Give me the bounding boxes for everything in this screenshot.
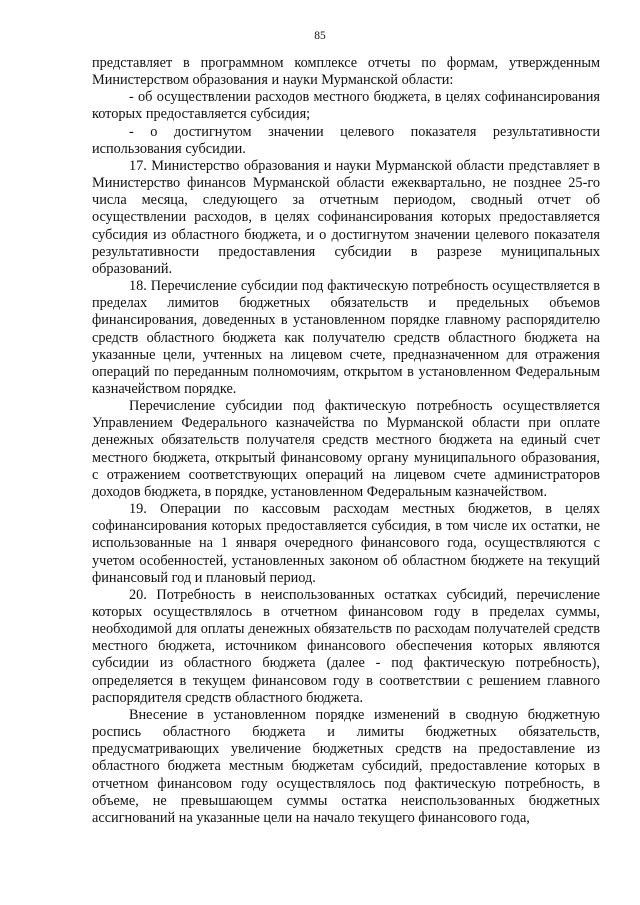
paragraph-clause-19: 19. Операции по кассовым расходам местных бюджетов, в целях софинансирования которых предоставляется субсидия, в том числе их остатки, не использованные на 1 января очередного финансового года, осуществляются с учетом особенностей, установленных законом об областном бюджете на текущий финансовый год и плановый период. [92, 501, 600, 586]
paragraph-transfer-treasury: Перечисление субсидии под фактическую потребность осуществляется Управлением Федерального казначейства по Мурманской области при оплате денежных обязательств получателя средств местного бюджета на единый счет местного бюджета, открытый финансовому органу муниципального образования, с отражением соответствующих операций на лицевом счете администраторов доходов бюджета, в порядке, установленном Федеральным казначейством. [92, 398, 600, 500]
paragraph-clause-18: 18. Перечисление субсидии под фактическую потребность осуществляется в пределах лимитов бюджетных обязательств и предельных объемов финансирования, доведенных в установленном порядке главному распорядителю средств областного бюджета как получателю средств областного бюджета на указанные цели, учтенных на лицевом счете, предназначенном для отражения операций по переданным полномочиям, открытом в установленном Федеральным казначейством порядке. [92, 278, 600, 397]
paragraph-budget-changes: Внесение в установленном порядке изменений в сводную бюджетную роспись областного бюджета и лимиты бюджетных обязательств, предусматривающих увеличение бюджетных средств на предоставление из областного бюджета местным бюджетам субсидий, предоставление которых в отчетном финансовом году осуществлялось под фактическую потребность, в объеме, не превышающем суммы остатка неиспользованных бюджетных ассигнований на указанные цели на начало текущего финансового года, [92, 706, 600, 826]
list-item-indicator-report: - о достигнутом значении целевого показателя результативности использования субсидии. [92, 123, 600, 157]
page-number: 85 [314, 30, 326, 42]
paragraph-clause-17: 17. Министерство образования и науки Мурманской области представляет в Министерство финансов Мурманской области ежеквартально, не позднее 25-го числа месяца, следующего за отчетным периодом, сводный отчет об осуществлении расходов, в целях софинансирования которых предоставляется субсидия из областного бюджета, и о достигнутом значении целевого показателя результативности предоставления субсидии в разрезе муниципальных образований. [92, 157, 600, 277]
document-body [92, 55, 600, 827]
paragraph-clause-20: 20. Потребность в неиспользованных остатках субсидий, перечисление которых осуществлялось в отчетном финансовом году в пределах суммы, необходимой для оплаты денежных обязательств по расходам получателей средств местного бюджета, источником финансового обеспечения которых являются субсидии из областного бюджета (далее - под фактическую потребность), определяется в текущем финансовом году в соответствии с решением главного распорядителя средств областного бюджета. [92, 586, 600, 706]
list-item-expenses-report: - об осуществлении расходов местного бюджета, в целях софинансирования которых предоставляется субсидия; [92, 89, 600, 123]
paragraph-continuation: представляет в программном комплексе отчеты по формам, утвержденным Министерством образования и науки Мурманской области: [92, 55, 600, 89]
